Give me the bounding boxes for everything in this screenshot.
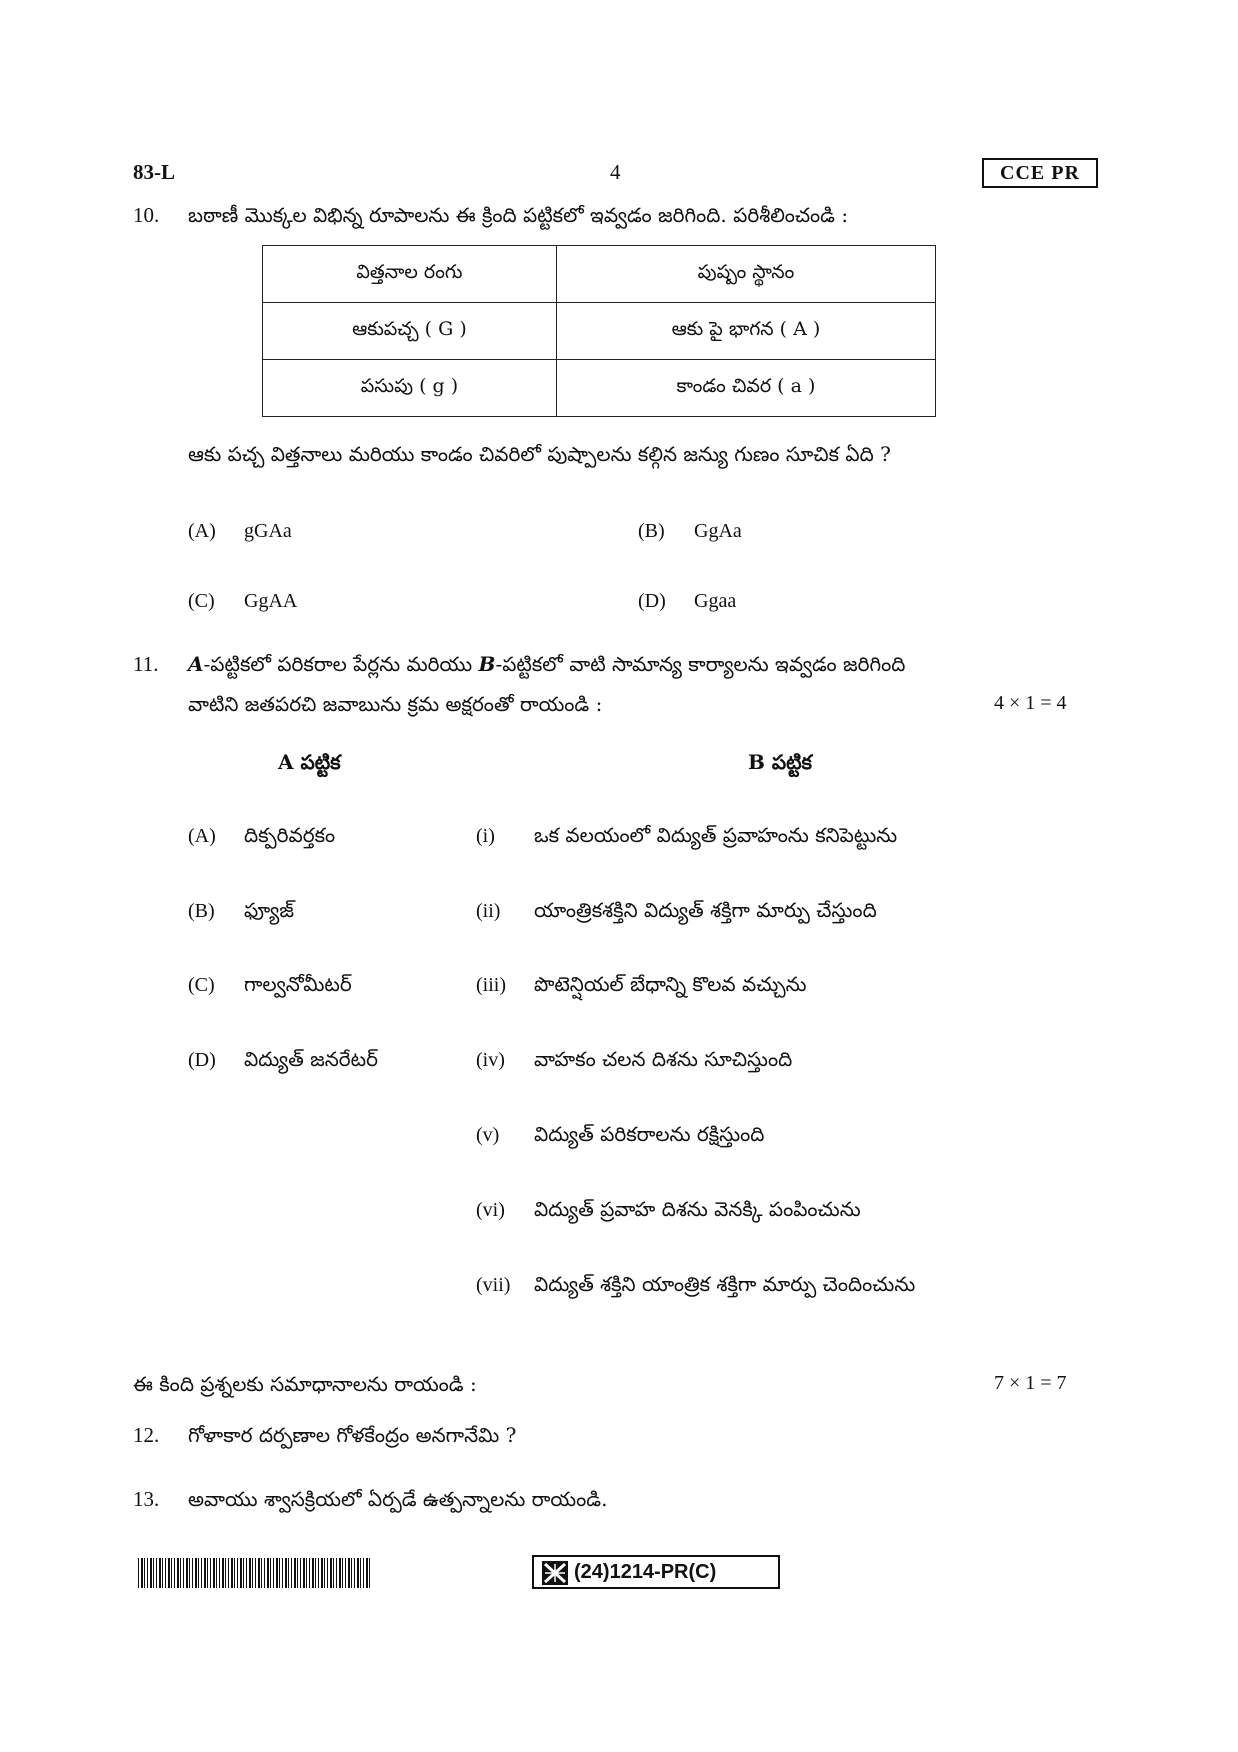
table-cell: ఆకుపచ్చ ( G ) [263,303,557,360]
item-text: యాంత్రికశక్తిని విద్యుత్ శక్తిగా మార్పు చేస్తుంది [534,898,877,922]
option-text: Ggaa [694,590,737,612]
q10-option-d[interactable] [638,590,736,613]
item-label: (v) [476,1124,500,1146]
item-label: (ii) [476,900,501,922]
q10-question: ఆకు పచ్చ విత్తనాలు మరియు కాండం చివరిలో పుష్పాలను కల్గిన జన్యు గుణం సూచిక ఏది ? [188,442,891,466]
item-label: (iv) [476,1049,505,1071]
q11-line1-part: -పట్టికలో పరికరాల పేర్లను మరియు [203,652,479,676]
item-text: ఒక వలయంలో విద్యుత్ ప్రవాహంను కనిపెట్టును [534,823,898,847]
col-b-item [476,1047,792,1076]
page-number: 4 [610,160,621,184]
q11-marks: 4 × 1 = 4 [994,692,1067,714]
table-header-flower-position: పుష్పం స్థానం [556,246,935,303]
column-b-title: B పట్టిక [748,750,812,774]
q11-number: 11. [133,652,159,676]
q10-option-a[interactable] [188,520,292,543]
option-text: GgAa [694,520,742,542]
col-b-item [476,972,807,1001]
item-label: (vi) [476,1199,505,1221]
option-text: gGAa [244,520,292,542]
q12-number: 12. [133,1423,160,1447]
col-b-item [476,1272,915,1301]
table-header-seed-color: విత్తనాల రంగు [263,246,557,303]
q11-line1-end: -పట్టికలో వాటి సామాన్య కార్యాలను ఇవ్వడం జరిగింది [495,652,906,676]
q11-line2: వాటిని జతపరచి జవాబును క్రమ అక్షరంతో రాయండి : [188,692,603,716]
item-label: (C) [188,974,215,996]
paper-code: 83-L [133,160,175,184]
q12-text: గోళాకార దర్పణాల గోళకేంద్రం అనగానేమి ? [188,1423,517,1447]
q10-number: 10. [133,203,160,227]
q10-option-b[interactable] [638,520,742,543]
item-text: విద్యుత్ పరికరాలను రక్షిస్తుంది [534,1122,765,1146]
item-text: విద్యుత్ శక్తిని యాంత్రిక శక్తిగా మార్పు చెందించును [534,1272,916,1296]
option-text: GgAA [244,590,298,612]
item-text: వాహకం చలన దిశను సూచిస్తుంది [534,1047,793,1071]
q13-number: 13. [133,1487,160,1511]
col-b-item [476,898,877,927]
col-b-item [476,823,897,852]
item-label: (vii) [476,1274,511,1296]
q10-text: బఠాణీ మొక్కల విభిన్న రూపాలను ఈ క్రింది పట్టికలో ఇవ్వడం జరిగింది. పరిశీలించండి : [188,203,849,227]
table-cell: పసుపు ( g ) [263,360,557,417]
table-header-row [263,246,936,303]
table-cell: ఆకు పై భాగన ( A ) [556,303,935,360]
table-cell: కాండం చివర ( a ) [556,360,935,417]
item-text: ఫ్యూజ్ [244,898,294,922]
pea-traits-table [262,245,936,417]
col-b-item [476,1122,764,1151]
option-label: (B) [638,520,665,542]
q11-line1 [188,652,1108,681]
item-text: దిక్పరివర్తకం [244,823,336,847]
cross-logo-icon [542,1561,568,1585]
item-text: పొటెన్షియల్ బేధాన్ని కొలవ వచ్చును [534,972,807,996]
option-label: (A) [188,520,216,542]
item-text: విద్యుత్ జనరేటర్ [244,1047,378,1071]
section-instruction: ఈ కింది ప్రశ్నలకు సమాధానాలను రాయండి : [133,1372,477,1396]
item-label: (A) [188,825,216,847]
item-label: (iii) [476,974,506,996]
item-label: (B) [188,900,215,922]
q13-text: అవాయు శ్వాసక్రియలో ఏర్పడే ఉత్పన్నాలను రాయండి. [188,1487,608,1511]
section-marks: 7 × 1 = 7 [994,1372,1067,1394]
footer-code: (24)1214-PR(C) [574,1561,717,1583]
item-text: గాల్వనోమీటర్ [244,972,352,996]
option-label: (D) [638,590,666,612]
item-label: (D) [188,1049,216,1071]
cce-pr-badge: CCE PR [982,158,1098,188]
barcode [138,1558,372,1588]
col-a-item [188,898,294,927]
item-label: (i) [476,825,495,847]
option-label: (C) [188,590,215,612]
q11-a-letter: A [188,652,204,676]
q11-b-letter: B [478,652,496,676]
col-a-item [188,1047,378,1076]
item-text: విద్యుత్ ప్రవాహ దిశను వెనక్కి పంపించును [534,1197,861,1221]
col-a-item [188,823,335,852]
col-a-item [188,972,352,1001]
col-b-item [476,1197,861,1226]
q10-option-c[interactable] [188,590,297,613]
table-row [263,360,936,417]
table-row [263,303,936,360]
column-a-title: A పట్టిక [278,750,341,774]
footer-code-box [532,1555,780,1589]
